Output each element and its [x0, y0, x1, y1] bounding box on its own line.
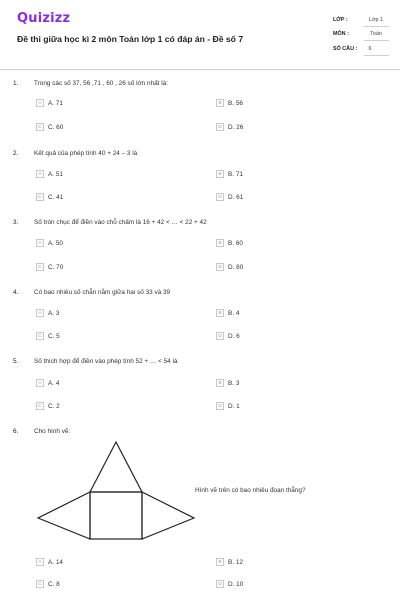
- figure-triangle-right: [142, 492, 194, 539]
- page-title: Đề thi giữa học kì 2 môn Toán lớp 1 có đáp án - Đề số 7: [17, 34, 244, 44]
- meta-underline: [364, 26, 389, 27]
- option-text: B. 4: [228, 309, 240, 317]
- answer-option-a[interactable]: [36, 379, 59, 387]
- option-text: D. 6: [228, 332, 240, 340]
- answer-option-a[interactable]: [36, 309, 59, 317]
- option-letter-box: A: [36, 239, 44, 247]
- option-text: A. 50: [48, 239, 63, 247]
- answer-option-a[interactable]: [36, 558, 63, 566]
- meta-label-subject: MÔN :: [333, 31, 349, 37]
- option-letter-box: C: [36, 402, 44, 410]
- option-letter-box: B: [216, 170, 224, 178]
- answer-option-c[interactable]: [36, 193, 63, 201]
- question-text: Có bao nhiêu số chẵn nằm giữa hai số 33 và 39: [34, 289, 171, 296]
- option-text: A. 14: [48, 558, 63, 566]
- answer-option-b[interactable]: [216, 558, 243, 566]
- option-letter-box: C: [36, 123, 44, 131]
- option-letter-box: C: [36, 263, 44, 271]
- option-letter-box: A: [36, 379, 44, 387]
- question-text: Số tròn chục để điền vào chỗ chấm là 16 + 42 < … < 22 + 42: [34, 219, 207, 226]
- option-text: A. 3: [48, 309, 60, 317]
- option-text: D. 1: [228, 402, 240, 410]
- option-text: C. 60: [48, 123, 64, 131]
- answer-option-d[interactable]: [216, 193, 243, 201]
- question-number: 5.: [13, 358, 19, 365]
- answer-option-d[interactable]: [216, 580, 243, 588]
- figure-square: [90, 492, 142, 539]
- option-letter-box: C: [36, 332, 44, 340]
- option-text: C. 2: [48, 402, 60, 410]
- option-text: C. 70: [48, 263, 64, 271]
- answer-option-b[interactable]: [216, 309, 239, 317]
- question-number: 2.: [13, 150, 19, 157]
- option-letter-box: A: [36, 558, 44, 566]
- option-letter-box: B: [216, 239, 224, 247]
- option-text: A. 51: [48, 170, 63, 178]
- meta-value-subject: Toán: [370, 31, 382, 37]
- answer-option-b[interactable]: [216, 170, 243, 178]
- answer-option-c[interactable]: [36, 263, 63, 271]
- answer-option-a[interactable]: [36, 99, 63, 107]
- question-text: Số thích hợp để điền vào phép tính 52 + … < 54 là: [34, 358, 178, 365]
- question-number: 3.: [13, 219, 19, 226]
- option-letter-box: D: [216, 402, 224, 410]
- figure-triangle-left: [38, 492, 90, 539]
- option-letter-box: B: [216, 379, 224, 387]
- option-letter-box: D: [216, 123, 224, 131]
- question-number: 6.: [13, 428, 19, 435]
- option-letter-box: A: [36, 309, 44, 317]
- option-letter-box: C: [36, 193, 44, 201]
- meta-underline: [364, 40, 389, 41]
- answer-option-d[interactable]: [216, 332, 240, 340]
- answer-option-c[interactable]: [36, 123, 63, 131]
- answer-option-c[interactable]: [36, 402, 60, 410]
- option-letter-box: B: [216, 99, 224, 107]
- geometry-figure: [36, 440, 196, 542]
- option-letter-box: A: [36, 99, 44, 107]
- answer-option-a[interactable]: [36, 170, 63, 178]
- answer-option-b[interactable]: [216, 239, 243, 247]
- option-text: D. 80: [228, 263, 244, 271]
- worksheet-header: [0, 0, 400, 70]
- figure-triangle-top: [90, 442, 142, 492]
- answer-option-d[interactable]: [216, 402, 240, 410]
- quizizz-logo: Quizizz: [17, 11, 71, 26]
- answer-option-a[interactable]: [36, 239, 63, 247]
- answer-option-d[interactable]: [216, 123, 243, 131]
- meta-label-question-count: SỐ CÂU :: [333, 46, 358, 52]
- option-text: A. 4: [48, 379, 60, 387]
- option-text: D. 61: [228, 193, 244, 201]
- answer-option-c[interactable]: [36, 580, 60, 588]
- option-letter-box: C: [36, 580, 44, 588]
- option-letter-box: B: [216, 309, 224, 317]
- answer-option-c[interactable]: [36, 332, 60, 340]
- option-text: D. 26: [228, 123, 244, 131]
- meta-value-grade: Lớp 1: [368, 17, 384, 23]
- question-number: 1.: [13, 80, 19, 87]
- option-text: B. 56: [228, 99, 243, 107]
- option-text: C. 41: [48, 193, 64, 201]
- answer-option-b[interactable]: [216, 99, 243, 107]
- option-text: B. 3: [228, 379, 240, 387]
- question-text: Cho hình vẽ:: [34, 428, 71, 435]
- meta-label-grade: LỚP :: [333, 17, 348, 23]
- option-letter-box: D: [216, 332, 224, 340]
- question-text: Trong các số 37, 56 ,71 , 60 , 26 số lớn nhất là:: [34, 80, 168, 87]
- option-text: D. 10: [228, 580, 244, 588]
- option-text: A. 71: [48, 99, 63, 107]
- option-letter-box: D: [216, 263, 224, 271]
- option-letter-box: A: [36, 170, 44, 178]
- option-letter-box: D: [216, 193, 224, 201]
- answer-option-d[interactable]: [216, 263, 243, 271]
- question-number: 4.: [13, 289, 19, 296]
- option-text: B. 12: [228, 558, 243, 566]
- question-side-text: Hình vẽ trên có bao nhiêu đoạn thẳng?: [195, 487, 306, 494]
- option-text: C. 8: [48, 580, 60, 588]
- option-text: B. 60: [228, 239, 243, 247]
- option-letter-box: B: [216, 558, 224, 566]
- meta-value-question-count: 6: [368, 46, 372, 52]
- answer-option-b[interactable]: [216, 379, 239, 387]
- option-letter-box: D: [216, 580, 224, 588]
- question-text: Kết quả của phép tính 40 + 24 – 3 là: [34, 150, 138, 157]
- option-text: B. 71: [228, 170, 243, 178]
- meta-underline: [364, 55, 389, 56]
- option-text: C. 5: [48, 332, 60, 340]
